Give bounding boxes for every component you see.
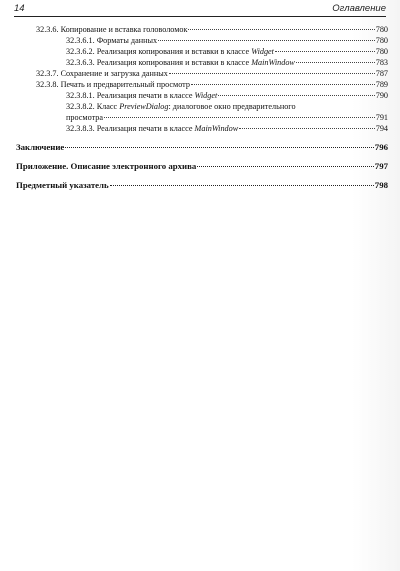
toc-entry-label: 32.3.8.3. Реализация печати в классе MainWindow (66, 124, 239, 133)
toc-entry[interactable] (16, 123, 388, 134)
toc-entry[interactable] (16, 24, 388, 35)
toc-entry-page: 789 (375, 80, 388, 89)
toc-entry-page: 791 (375, 113, 388, 122)
leader-dots (65, 147, 373, 148)
toc-entry-label: 32.3.6.1. Форматы данных (66, 36, 158, 45)
toc-entry-label: 32.3.6.2. Реализация копирования и вставки в классе Widget (66, 47, 274, 56)
leader-dots (197, 166, 374, 167)
toc-chapter-label: Заключение (16, 142, 65, 152)
toc-entry-page: 787 (375, 69, 388, 78)
toc-entry-label: 32.3.8. Печать и предварительный просмотр (36, 80, 190, 89)
toc-entry-label: 32.3.8.1. Реализация печати в классе Widget (66, 91, 218, 100)
toc-entry-label: 32.3.7. Сохранение и загрузка данных (36, 69, 168, 78)
toc-entry-first-line[interactable]: 32.3.8.2. Класс PreviewDialog: диалоговое окно предварительного (66, 102, 296, 111)
page-header (14, 2, 386, 16)
toc-entry[interactable] (16, 112, 388, 123)
leader-dots (296, 62, 375, 63)
leader-dots (158, 40, 375, 41)
toc-chapter[interactable] (16, 180, 388, 191)
leader-dots (169, 73, 375, 74)
header-rule (14, 16, 386, 17)
leader-dots (275, 51, 375, 52)
toc-chapter-page: 796 (374, 142, 388, 152)
toc-entry[interactable] (16, 46, 388, 57)
toc-chapter-label: Приложение. Описание электронного архива (16, 161, 197, 171)
toc-entry-page: 780 (375, 36, 388, 45)
toc-entry-label: 32.3.6. Копирование и вставка головоломок (36, 25, 188, 34)
toc-chapter-page: 797 (374, 161, 388, 171)
toc-chapter-label: Предметный указатель (16, 180, 109, 190)
leader-dots (218, 95, 374, 96)
toc-entry[interactable] (16, 68, 388, 79)
running-title: Оглавление (332, 3, 386, 14)
table-of-contents (16, 24, 388, 191)
leader-dots (188, 29, 374, 30)
leader-dots (191, 84, 375, 85)
toc-entry[interactable] (16, 90, 388, 101)
toc-entry-label: просмотра (66, 113, 103, 122)
toc-chapter[interactable] (16, 161, 388, 172)
toc-entry[interactable] (16, 35, 388, 46)
leader-dots (239, 128, 375, 129)
page-number: 14 (14, 3, 25, 14)
leader-dots (104, 117, 375, 118)
toc-entry[interactable] (16, 57, 388, 68)
toc-entry-label: 32.3.6.3. Реализация копирования и вставки в классе MainWindow (66, 58, 295, 67)
toc-entry[interactable] (16, 79, 388, 90)
toc-entry-page: 794 (375, 124, 388, 133)
toc-entry-page: 783 (375, 58, 388, 67)
toc-chapter[interactable] (16, 142, 388, 153)
toc-entry-page: 780 (375, 25, 388, 34)
toc-chapter-page: 798 (374, 180, 388, 190)
toc-entry-page: 790 (375, 91, 388, 100)
toc-entry-page: 780 (375, 47, 388, 56)
leader-dots (110, 185, 374, 186)
